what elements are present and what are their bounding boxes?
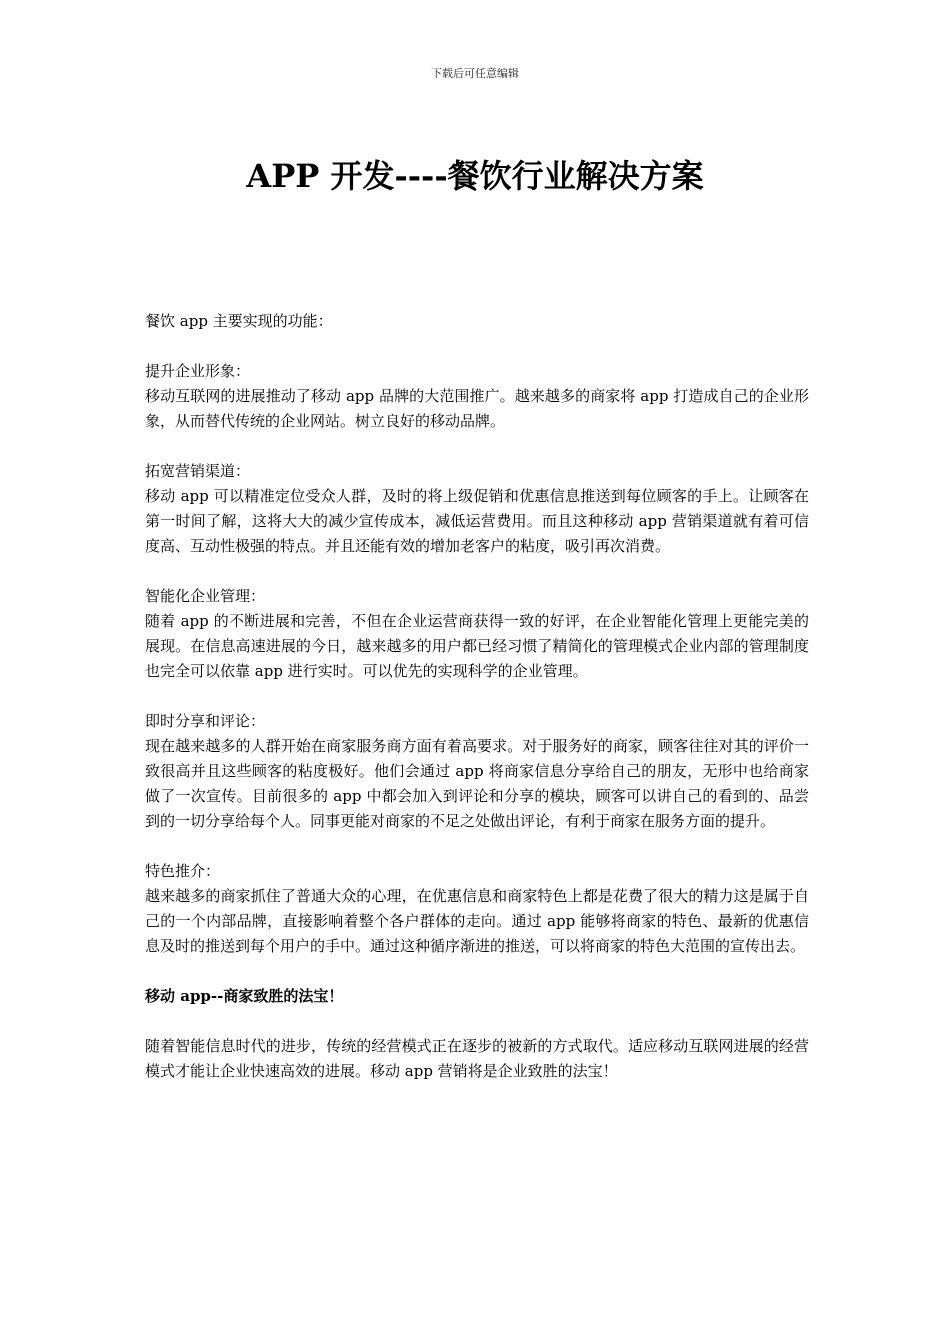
- section-heading: 智能化企业管理：: [145, 587, 266, 605]
- section-body: 现在越来越多的人群开始在商家服务商方面有着高要求。对于服务好的商家，顾客往往对其的评价一致很高并且这些顾客的粘度极好。他们会通过 app 将商家信息分享给自己的朋友，无形中也给商家做了一次宣传。目前很多的 app 中都会加入到评论和分享的模块，顾客可以讲自己的看到的、品尝到的一切分享给每个人。同事更能对商家的不足之处做出评论，有利于商家在服务方面的提升。: [145, 737, 809, 830]
- section-marketing-channels: [145, 459, 809, 559]
- section-body: 随着 app 的不断进展和完善，不但在企业运营商获得一致的好评，在企业智能化管理上更能完美的展现。在信息高速进展的今日，越来越多的用户都已经习惯了精简化的管理模式企业内部的管理制度也完全可以依靠 app 进行实时。可以优先的实现科学的企业管理。: [145, 612, 809, 680]
- section-body: 移动 app 可以精准定位受众人群，及时的将上级促销和优惠信息推送到每位顾客的手上。让顾客在第一时间了解，这将大大的减少宣传成本，减低运营费用。而且这种移动 app 营销渠道就有着可信度高、互动性极强的特点。并且还能有效的增加老客户的粘度，吸引再次消费。: [145, 487, 809, 555]
- closing-heading: 移动 app--商家致胜的法宝！: [145, 987, 344, 1005]
- page-header-note: 下载后可任意编辑: [431, 67, 519, 80]
- section-heading: 即时分享和评论：: [145, 712, 266, 730]
- section-share-comment: [145, 709, 809, 834]
- section-featured-promotion: [145, 859, 809, 959]
- document-body: [145, 309, 809, 1084]
- intro-line: 餐饮 app 主要实现的功能：: [145, 312, 333, 330]
- section-body: 越来越多的商家抓住了普通大众的心理，在优惠信息和商家特色上都是花费了很大的精力这是属于自己的一个内部品牌，直接影响着整个各户群体的走向。通过 app 能够将商家的特色、最新的优惠信息及时的推送到每个用户的手中。通过这种循序渐进的推送，可以将商家的特色大范围的宣传出去。: [145, 887, 809, 955]
- section-body: 移动互联网的进展推动了移动 app 品牌的大范围推广。越来越多的商家将 app 打造成自己的企业形象，从而替代传统的企业网站。树立良好的移动品牌。: [145, 387, 809, 430]
- section-heading: 提升企业形象：: [145, 362, 251, 380]
- section-heading: 特色推介：: [145, 862, 221, 880]
- section-heading: 拓宽营销渠道：: [145, 462, 251, 480]
- closing-paragraph: 随着智能信息时代的进步，传统的经营模式正在逐步的被新的方式取代。适应移动互联网进展的经营模式才能让企业快速高效的进展。移动 app 营销将是企业致胜的法宝！: [145, 1037, 809, 1080]
- section-brand-image: [145, 359, 809, 434]
- section-smart-management: [145, 584, 809, 684]
- document-title: APP 开发----餐饮行业解决方案: [246, 157, 704, 195]
